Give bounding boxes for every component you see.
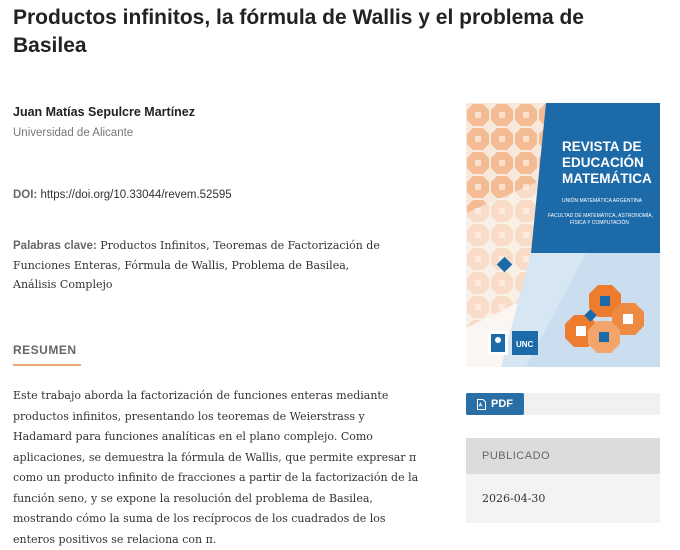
cover-publisher: UNIÓN MATEMÁTICA ARGENTINA (562, 198, 642, 204)
article-title: Productos infinitos, la fórmula de Wallis y el problema de Basilea (13, 6, 584, 57)
cover-title-3: MATEMÁTICA (562, 171, 652, 186)
doi-label: DOI: (13, 189, 38, 201)
cover-faculty-2: FÍSICA Y COMPUTACIÓN (570, 220, 629, 226)
keywords (13, 236, 393, 294)
cover-artwork (466, 103, 660, 367)
keywords-label: Palabras clave: (13, 240, 97, 252)
author-name: Juan Matías Sepulcre Martínez (13, 105, 196, 119)
cover-title-1: REVISTA DE (562, 139, 642, 154)
published-box (466, 438, 660, 523)
published-label: PUBLICADO (482, 450, 551, 462)
published-date: 2026-04-30 (482, 492, 546, 505)
doi-line (13, 189, 232, 201)
galley-bar (466, 393, 660, 415)
file-pdf-icon (477, 399, 486, 410)
cover-logo-unc-label: UNC (516, 340, 534, 349)
abstract-text: Este trabajo aborda la factorización de funciones enteras mediante productos infinitos, presentando los teoremas de Weierstrass y Hadamard para funciones analíticas en el plano complejo. Como aplicaciones, se demuestra la fórmula de Wallis, que permite expresar π como un producto infinito de fracciones a partir de la factorización de la función seno, y se expone la resolución del problema de Basilea, mostrando cómo la suma de los recíprocos de los cuadrados de los enteros positivos se relaciona con π. (13, 389, 419, 546)
pdf-download-button[interactable] (466, 393, 524, 415)
journal-cover-image[interactable] (466, 103, 660, 367)
doi-link[interactable]: https://doi.org/10.33044/revem.52595 (40, 189, 232, 201)
cover-title-2: EDUCACIÓN (562, 155, 644, 170)
abstract-heading-underline (13, 364, 81, 366)
cover-faculty-1: FACULTAD DE MATEMÁTICA, ASTRONOMÍA, (548, 213, 654, 219)
author-affiliation: Universidad de Alicante (13, 127, 134, 139)
abstract-heading: RESUMEN (13, 343, 77, 357)
pdf-button-label: PDF (491, 398, 513, 410)
keywords-list: Productos Infinitos, Teoremas de Factorización de Funciones Enteras, Fórmula de Wallis, Problema de Basilea, Análisis Complejo (13, 239, 380, 291)
